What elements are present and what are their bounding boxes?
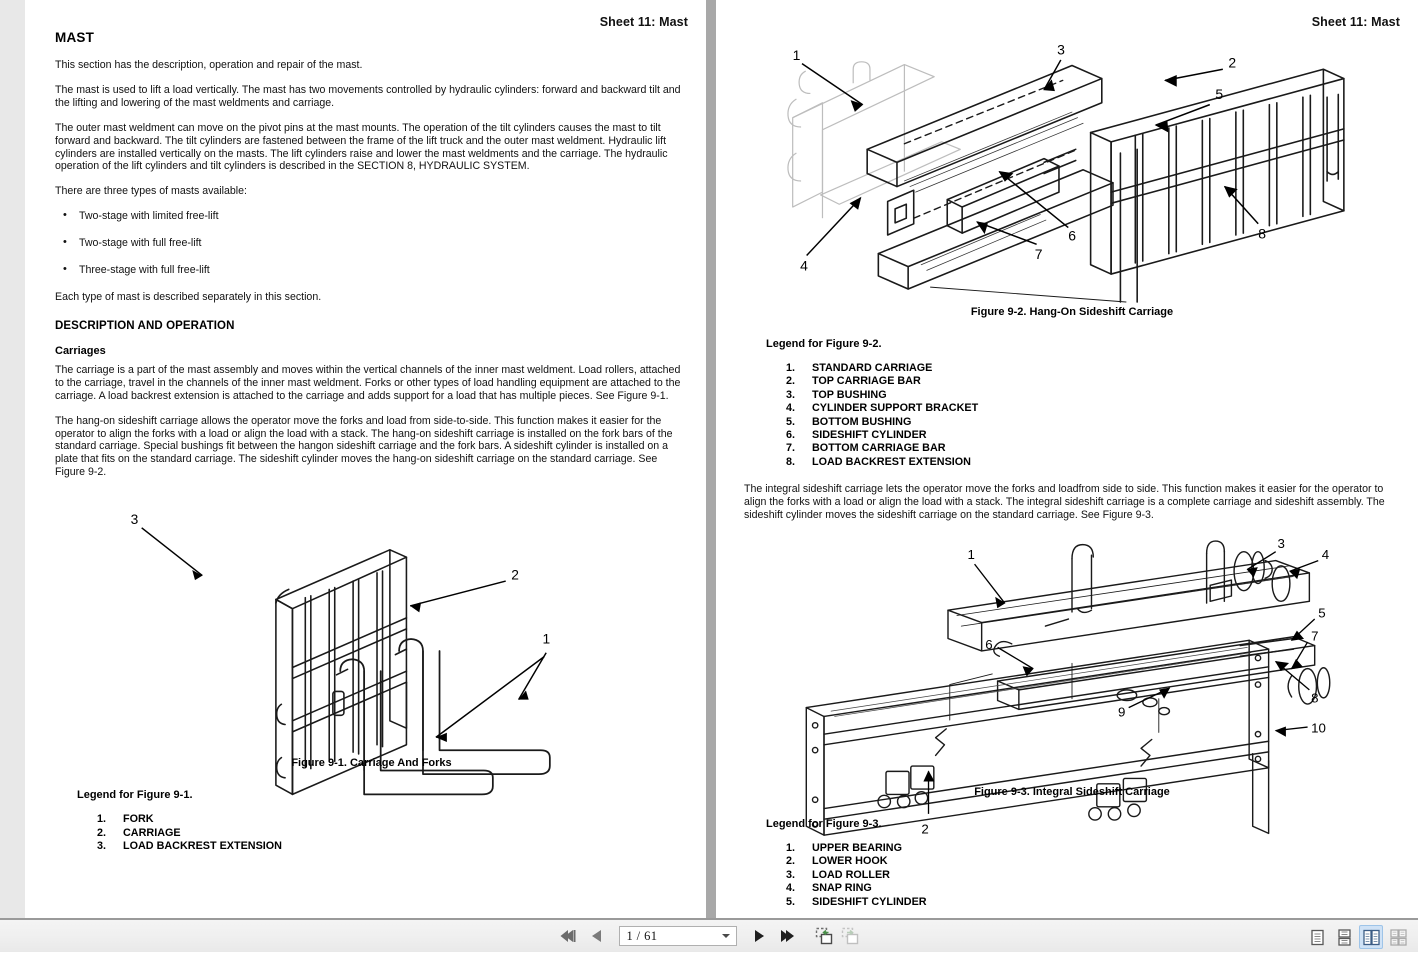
callout-label: 1 (967, 546, 975, 562)
legend-number: 3. (97, 839, 107, 852)
legend-item (786, 855, 1400, 868)
legend-label: SIDESHIFT CYLINDER (812, 429, 927, 442)
legend-number: 8. (786, 455, 796, 468)
page-number-field[interactable] (619, 926, 737, 946)
legend-label: LOAD ROLLER (812, 868, 890, 881)
two-page-continuous-icon (1390, 929, 1407, 946)
legend-9-2-title: Legend for Figure 9-2. (766, 338, 882, 350)
callout-4 (1290, 561, 1318, 579)
previous-view-icon (815, 927, 834, 945)
legend-item (97, 813, 688, 826)
paragraph: The mast is used to lift a load vertically. The mast has two movements controlled by hydraulic cylinders: forward and backward tilt and the lifting and lowering of the mast weldments and carriage. (55, 83, 681, 109)
callout-label: 7 (1311, 628, 1319, 644)
legend-item (97, 827, 688, 840)
callout-label: 3 (1277, 536, 1285, 552)
legend-9-1-title: Legend for Figure 9-1. (77, 789, 193, 802)
continuous-scroll-icon (1336, 929, 1353, 946)
legend-item (786, 416, 1400, 429)
legend-label: CYLINDER SUPPORT BRACKET (812, 402, 979, 415)
callout-label: 2 (921, 821, 929, 837)
callout-1 (975, 564, 1005, 607)
legend-item (786, 842, 1400, 855)
callout-4 (807, 198, 861, 256)
legend-item (97, 840, 688, 853)
document-body-left (55, 30, 688, 853)
callout-label: 4 (1321, 546, 1330, 562)
chevron-down-icon[interactable] (722, 934, 730, 938)
left-margin-strip (0, 0, 25, 918)
legend-item (786, 882, 1400, 895)
legend-number: 6. (786, 429, 796, 442)
page-left (25, 0, 706, 918)
legend-label: SNAP RING (812, 882, 872, 895)
paragraph: The outer mast weldment can move on the pivot pins at the mast mounts. The operation of the tilt cylinders causes the mast to tilt forward and backward. The tilt cylinders are fastened between the frame of the lift truck and the outer mast weldment. Hydraulic lift cylinders are installed vertically on the masts. The lift cylinders raise and lower the mast weldments and the carriage. The hydraulic operation of the lift cylinders and tilt cylinders is described in the SECTION 8, HYDRAULIC SYSTEM. (55, 121, 668, 173)
legend-label: BOTTOM CARRIAGE BAR (812, 442, 946, 455)
callout-label: 7 (1034, 246, 1043, 263)
legend-label: STANDARD CARRIAGE (812, 362, 933, 374)
legend-label: LOAD BACKREST EXTENSION (812, 455, 971, 468)
document-body-right (744, 30, 1400, 909)
legend-number: 2. (786, 855, 796, 868)
callout-2 (1165, 69, 1223, 86)
view-single-page-button[interactable] (1305, 925, 1329, 949)
callout-label: 8 (1258, 225, 1266, 242)
legend-item (786, 429, 1400, 442)
callout-label: 8 (1311, 690, 1319, 706)
paragraph: Each type of mast is described separately in this section. (55, 290, 322, 303)
callout-7 (1292, 642, 1308, 669)
callout-label: 3 (1057, 41, 1065, 58)
legend-9-3-title: Legend for Figure 9-3. (766, 817, 882, 830)
chevron-left-icon (591, 929, 603, 943)
next-view-button[interactable] (840, 925, 862, 947)
paragraph: The carriage is a part of the mast assembly and moves within the vertical channels of the inner mast weldment. Load rollers, attached to the carriage, travel in the channels of the inner mast weldment. Forks or other types of load handling equipment are attached to the carriage. A load backrest extension is attached to the carriage and adds support for a load that has multiple pieces. See Figure 9-1. (55, 363, 681, 402)
view-two-page-continuous-button[interactable] (1386, 925, 1410, 949)
page-gutter (706, 0, 716, 918)
callout-label: 9 (1118, 704, 1126, 720)
mast-types-list (55, 210, 688, 277)
legend-number: 3. (786, 388, 796, 401)
callout-2 (410, 581, 506, 612)
chevron-right-icon (753, 929, 765, 943)
list-item: • Two-stage with full free-lift (55, 237, 688, 250)
legend-number: 1. (786, 841, 796, 854)
view-history-group (814, 925, 862, 947)
legend-label: SIDESHIFT CYLINDER (812, 895, 927, 908)
callout-label: 5 (1215, 86, 1224, 103)
callout-label: 5 (1318, 605, 1326, 621)
callout-label: 2 (511, 567, 519, 583)
single-page-icon (1309, 929, 1326, 946)
legend-item (786, 869, 1400, 882)
legend-number: 4. (786, 882, 796, 895)
next-page-button[interactable] (748, 925, 770, 947)
legend-number: 5. (786, 415, 796, 428)
previous-page-button[interactable] (586, 925, 608, 947)
legend-number: 7. (786, 442, 796, 455)
legend-label: UPPER BEARING (812, 841, 902, 854)
legend-number: 1. (786, 362, 796, 374)
figure-9-2-drawing (744, 32, 1400, 302)
page-header-right: Sheet 11: Mast (1311, 15, 1400, 29)
legend-9-1-list (97, 813, 688, 853)
callout-6 (998, 647, 1033, 675)
page-right (716, 0, 1418, 918)
callout-label: 10 (1311, 720, 1326, 736)
callout-label: 2 (1228, 54, 1237, 71)
legend-label: LOAD BACKREST EXTENSION (123, 839, 282, 852)
legend-label: LOWER HOOK (812, 855, 888, 868)
legend-number: 4. (786, 402, 796, 415)
bottom-toolbar (0, 918, 1418, 952)
callout-10 (1276, 727, 1308, 736)
callout-7 (977, 222, 1037, 244)
view-mode-group (1305, 920, 1410, 954)
paragraph: The hang-on sideshift carriage allows the operator move the forks and load from side-to-side. This function makes it easier for the operator to align the forks with a load or align the load with a stack. The hang-on sideshift carriage is installed on the fork bars of the standard carriage. Special bushings fit between the hangon sideshift carriage and the fork bars. A sideshift cylinder is installed on a plate that fits on the standard carriage. The sideshift cylinder moves the hang-on sideshift carriage on the standard carriage. See Figure 9-2. (55, 414, 673, 479)
legend-number: 2. (97, 826, 107, 839)
figure-9-1-caption: Figure 9-1. Carriage And Forks (291, 757, 452, 770)
callout-label: 4 (800, 257, 808, 274)
view-two-page-button[interactable] (1359, 925, 1383, 949)
legend-label: TOP BUSHING (812, 388, 887, 401)
figure-9-3-caption: Figure 9-3. Integral Sideshift Carriage (974, 785, 1170, 798)
legend-label: TOP CARRIAGE BAR (812, 375, 921, 388)
callout-1 (436, 653, 546, 742)
figure-9-1 (55, 491, 688, 753)
figure-9-2 (744, 32, 1400, 302)
paragraph: This section has the description, operation and repair of the mast. (55, 59, 363, 71)
view-continuous-button[interactable] (1332, 925, 1356, 949)
list-item: • Two-stage with limited free-lift (55, 210, 688, 223)
legend-item (786, 896, 1400, 909)
legend-number: 5. (786, 895, 796, 908)
last-page-button[interactable] (777, 925, 799, 947)
legend-number: 1. (97, 813, 107, 826)
first-page-button[interactable] (557, 925, 579, 947)
two-page-icon (1363, 929, 1380, 946)
figure-9-1-drawing (55, 491, 688, 753)
first-page-icon (560, 929, 576, 943)
paragraph: The integral sideshift carriage lets the operator move the forks and loadfrom side to side. This function makes it easier for the operator to align the forks with a load or align the load with a stack. The integral sideshift carriage is a complete carriage and sideshift assembly. The sideshift cylinder moves the sideshift carriage on the standard carriage. See Figure 9-3. (744, 483, 1385, 522)
callout-3 (142, 528, 203, 580)
page-navigation-group (557, 925, 862, 947)
sub-heading-carriages: Carriages (55, 344, 106, 357)
callout-8 (1276, 662, 1310, 690)
last-page-icon (780, 929, 796, 943)
legend-9-3-list (786, 842, 1400, 909)
callout-label: 6 (985, 637, 993, 653)
paragraph: There are three types of masts available: (55, 185, 247, 198)
callout-label: 1 (542, 631, 551, 647)
legend-9-2-list (786, 362, 1400, 469)
callout-label: 6 (1068, 227, 1077, 244)
section-title: MAST (55, 30, 95, 45)
list-item: • Three-stage with full free-lift (55, 264, 688, 277)
legend-item (786, 362, 1400, 375)
callout-label: 3 (130, 512, 139, 528)
legend-label: BOTTOM BUSHING (812, 415, 912, 428)
legend-item (786, 442, 1400, 455)
next-view-icon (841, 927, 860, 945)
figure-9-2-caption: Figure 9-2. Hang-On Sideshift Carriage (970, 306, 1174, 318)
page-header-left: Sheet 11: Mast (599, 15, 688, 29)
legend-item (786, 389, 1400, 402)
legend-label: CARRIAGE (123, 826, 181, 839)
legend-item (786, 456, 1400, 469)
page-number-value: 1 / 61 (626, 928, 658, 943)
legend-item (786, 375, 1400, 388)
section-heading-description-operation: DESCRIPTION AND OPERATION (55, 319, 235, 332)
legend-label: FORK (123, 813, 154, 826)
legend-item (786, 402, 1400, 415)
previous-view-button[interactable] (814, 925, 836, 947)
callout-label: 1 (792, 46, 801, 63)
callout-8 (1225, 187, 1259, 224)
legend-number: 3. (786, 868, 796, 881)
legend-number: 2. (786, 375, 796, 388)
